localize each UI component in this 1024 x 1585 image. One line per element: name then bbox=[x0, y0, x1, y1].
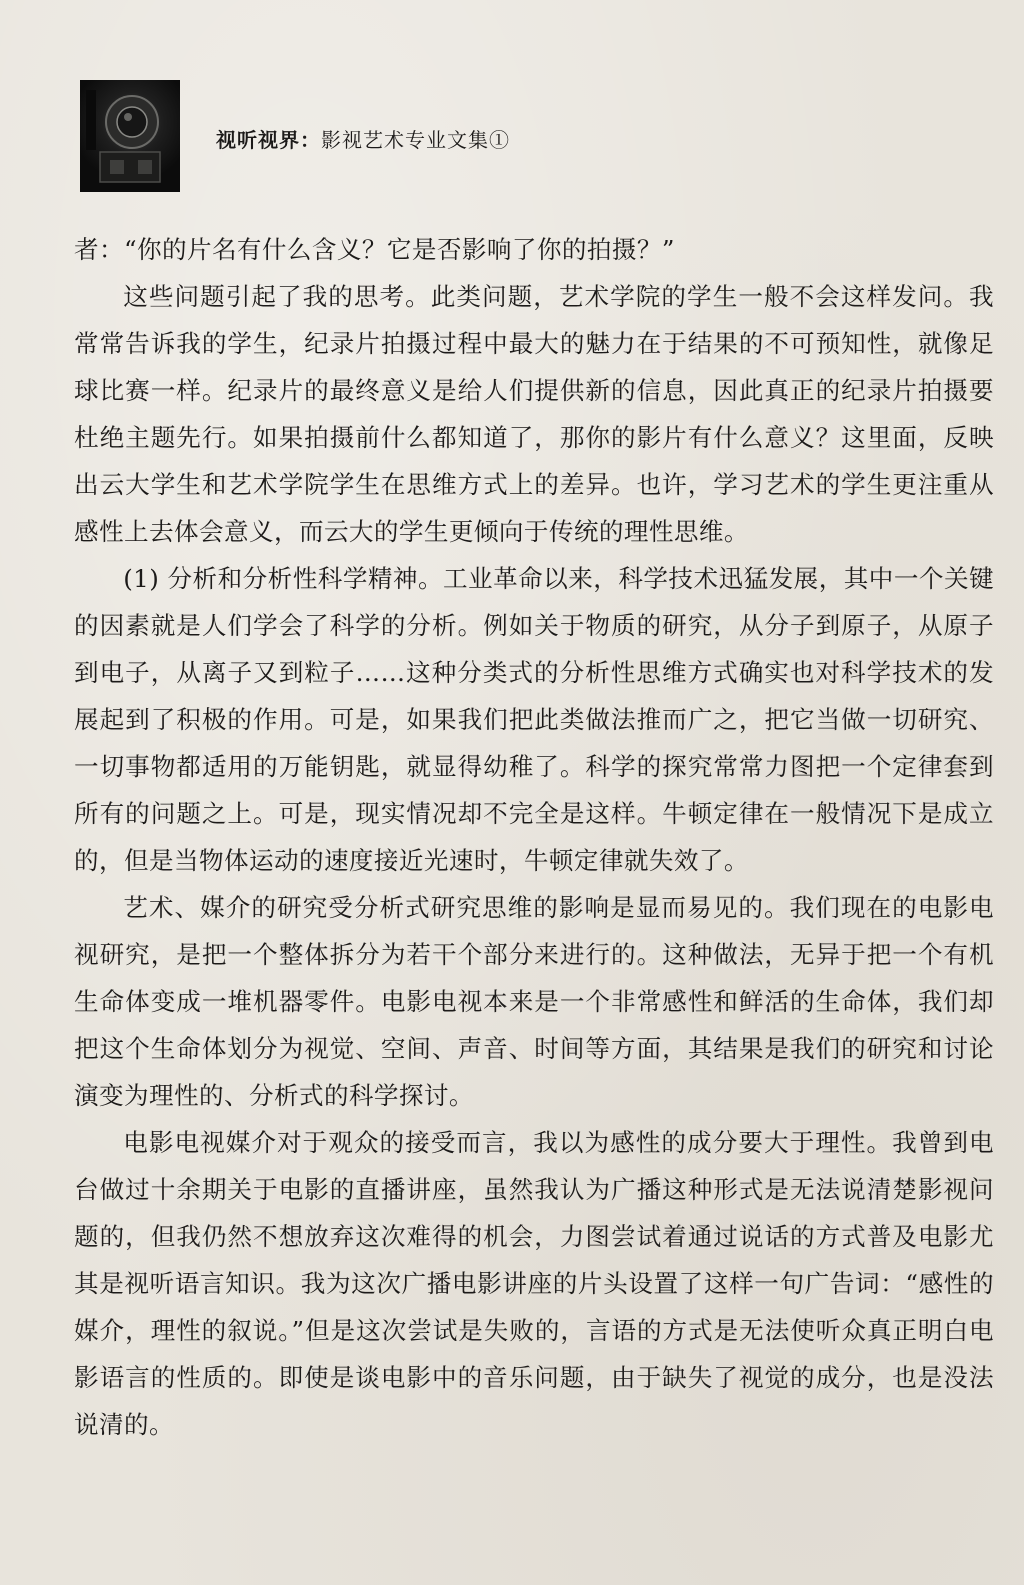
film-camera-photo bbox=[80, 80, 180, 192]
paragraph-5: 电影电视媒介对于观众的接受而言，我以为感性的成分要大于理性。我曾到电台做过十余期关于电影的直播讲座，虽然我认为广播这种形式是无法说清楚影视问题的，但我仍然不想放弃这次难得的机会，力图尝试着通过说话的方式普及电影尤其是视听语言知识。我为这次广播电影讲座的片头设置了这样一句广告词：“感性的媒介，理性的叙说。”但是这次尝试是失败的，言语的方式是无法使听众真正明白电影语言的性质的。即使是谈电影中的音乐问题，由于缺失了视觉的成分，也是没法说清的。 bbox=[74, 1128, 994, 1439]
paragraph-1: 者：“你的片名有什么含义？它是否影响了你的拍摄？” bbox=[74, 235, 675, 264]
book-title: 影视艺术专业文集① bbox=[321, 128, 510, 152]
running-header bbox=[216, 124, 510, 156]
paragraph-4: 艺术、媒介的研究受分析式研究思维的影响是显而易见的。我们现在的电影电视研究，是把一个整体拆分为若干个部分来进行的。这种做法，无异于把一个有机生命体变成一堆机器零件。电影电视本来是一个非常感性和鲜活的生命体，我们却把这个生命体划分为视觉、空间、声音、时间等方面，其结果是我们的研究和讨论演变为理性的、分析式的科学探讨。 bbox=[74, 893, 994, 1110]
camera-lens-icon bbox=[80, 80, 180, 192]
paragraph-3: (1) 分析和分析性科学精神。工业革命以来，科学技术迅猛发展，其中一个关键的因素就是人们学会了科学的分析。例如关于物质的研究，从分子到原子，从原子到电子，从离子又到粒子……这种分类式的分析性思维方式确实也对科学技术的发展起到了积极的作用。可是，如果我们把此类做法推而广之，把它当做一切研究、一切事物都适用的万能钥匙，就显得幼稚了。科学的探究常常力图把一个定律套到所有的问题之上。可是，现实情况却不完全是这样。牛顿定律在一般情况下是成立的，但是当物体运动的速度接近光速时，牛顿定律就失效了。 bbox=[74, 564, 994, 875]
body-text bbox=[74, 226, 994, 1448]
series-title: 视听视界： bbox=[216, 128, 321, 152]
paragraph-2: 这些问题引起了我的思考。此类问题，艺术学院的学生一般不会这样发问。我常常告诉我的学生，纪录片拍摄过程中最大的魅力在于结果的不可预知性，就像足球比赛一样。纪录片的最终意义是给人们提供新的信息，因此真正的纪录片拍摄要杜绝主题先行。如果拍摄前什么都知道了，那你的影片有什么意义？这里面，反映出云大学生和艺术学院学生在思维方式上的差异。也许，学习艺术的学生更注重从感性上去体会意义，而云大的学生更倾向于传统的理性思维。 bbox=[74, 282, 994, 546]
